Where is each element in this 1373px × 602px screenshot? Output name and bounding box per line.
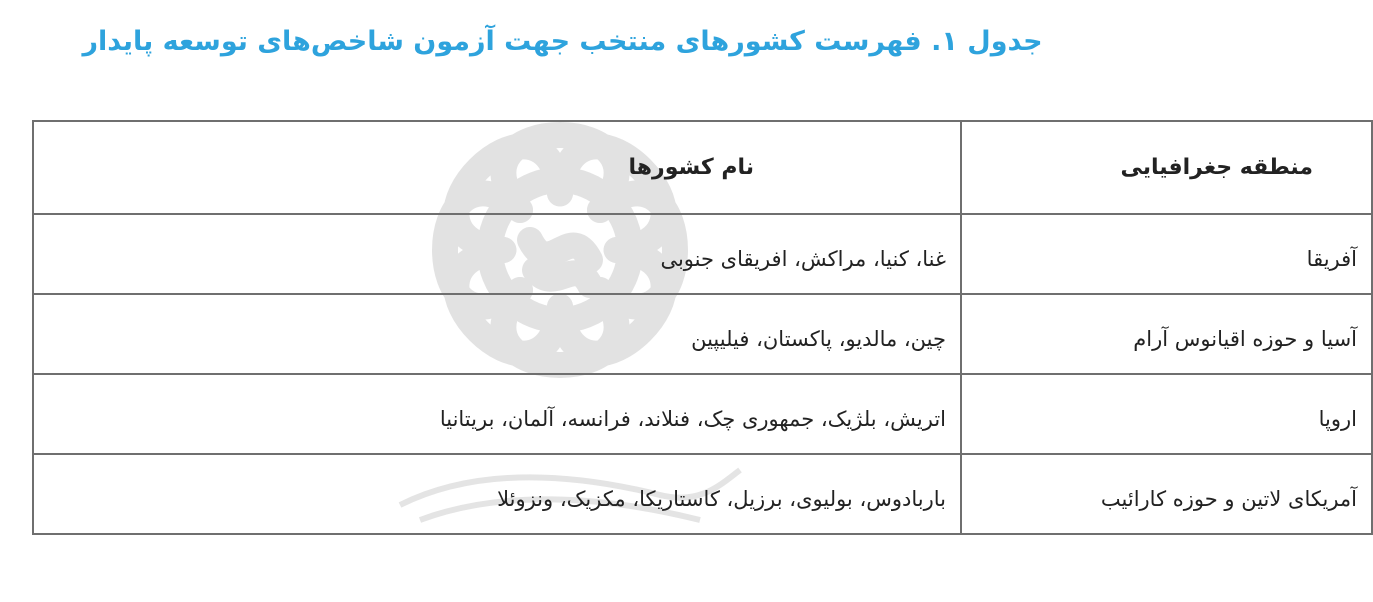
countries-cell: غنا، کنیا، مراکش، افریقای جنوبی	[33, 214, 961, 294]
table-row	[33, 214, 1372, 294]
countries-cell: اتریش، بلژیک، جمهوری چک، فنلاند، فرانسه، آلمان، بریتانیا	[33, 374, 961, 454]
table-row	[33, 454, 1372, 534]
region-cell: آفریقا	[961, 214, 1372, 294]
countries-cell: باربادوس، بولیوی، برزیل، کاستاریکا، مکزیک، ونزوئلا	[33, 454, 961, 534]
countries-table	[32, 120, 1373, 535]
header-countries: نام کشورها	[33, 121, 961, 214]
countries-table-container	[32, 120, 1357, 535]
region-cell: آسیا و حوزه اقیانوس آرام	[961, 294, 1372, 374]
table-header-row	[33, 121, 1372, 214]
region-cell: اروپا	[961, 374, 1372, 454]
region-cell: آمریکای لاتین و حوزه کارائیب	[961, 454, 1372, 534]
page-title: جدول ۱. فهرست کشورهای منتخب جهت آزمون شاخص‌های توسعه پایدار	[82, 26, 1043, 57]
countries-cell: چین، مالدیو، پاکستان، فیلیپین	[33, 294, 961, 374]
header-region: منطقه جغرافیایی	[961, 121, 1372, 214]
table-row	[33, 374, 1372, 454]
table-row	[33, 294, 1372, 374]
